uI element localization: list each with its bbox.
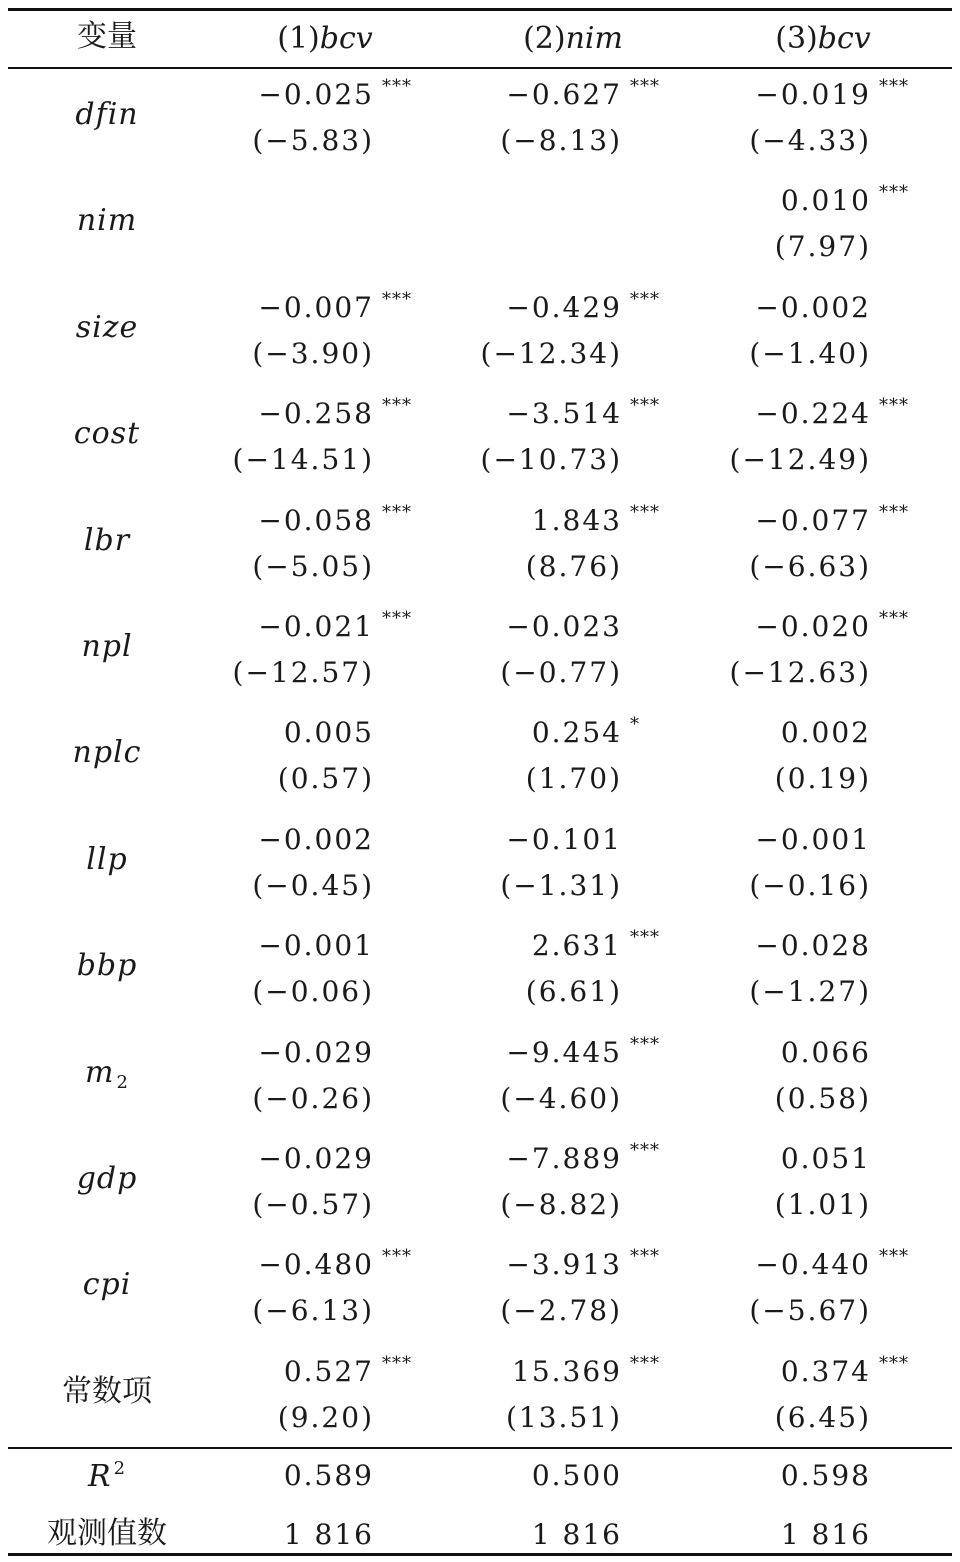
footer-value: 1 816 (780, 1518, 871, 1551)
coefficient: −0.028 (755, 929, 871, 963)
coefficient: 0.254 (531, 716, 622, 750)
row-label (82, 1267, 132, 1303)
row-label (76, 203, 138, 239)
coefficient: 0.010 (780, 184, 871, 218)
row-label-subscript: 2 (116, 1071, 129, 1093)
header-col-3-name: bcv (817, 21, 871, 56)
t-statistic: (−0.77) (500, 656, 622, 689)
footer-label-text: R (87, 1459, 112, 1494)
footer-value: 0.598 (780, 1459, 871, 1492)
row-label (75, 97, 139, 132)
coefficient: −0.023 (506, 610, 622, 643)
significance-stars: *** (382, 288, 412, 310)
t-statistic: (−6.13) (252, 1294, 374, 1328)
t-statistic: (−0.57) (252, 1188, 374, 1221)
significance-stars: *** (630, 927, 660, 949)
coefficient: −3.514 (506, 397, 622, 431)
row-label-text: npl (81, 629, 133, 664)
row-label (76, 948, 138, 984)
significance-stars: * (630, 714, 640, 736)
footer-value: 1 816 (531, 1518, 622, 1551)
row-label-text: nim (76, 203, 138, 239)
coefficient: 0.066 (780, 1035, 871, 1069)
coefficient: 0.005 (283, 716, 374, 750)
footer-value: 1 816 (283, 1518, 374, 1551)
coefficient: −0.029 (258, 1035, 374, 1069)
coefficient: −0.020 (755, 610, 871, 643)
coefficient: −9.445 (506, 1035, 622, 1069)
t-statistic: (1.01) (774, 1188, 871, 1221)
table-footer-rule (8, 1447, 952, 1449)
coefficient: −0.627 (506, 78, 622, 111)
significance-stars: *** (382, 1352, 412, 1374)
t-statistic: (8.76) (525, 549, 622, 583)
significance-stars: *** (879, 395, 909, 417)
t-statistic: (−1.31) (500, 868, 622, 902)
header-col-3-prefix: (3) (775, 21, 818, 56)
t-statistic: (−3.90) (252, 336, 374, 370)
t-statistic: (7.97) (774, 230, 871, 264)
header-col-1-prefix: (1) (277, 21, 320, 56)
row-label (72, 735, 142, 771)
coefficient: −0.440 (755, 1248, 871, 1282)
header-col-2-prefix: (2) (523, 21, 566, 56)
row-label (62, 1373, 152, 1409)
footer-label (47, 1516, 167, 1551)
coefficient: −0.258 (258, 397, 374, 431)
t-statistic: (−5.67) (749, 1294, 871, 1328)
coefficient: −3.913 (506, 1248, 622, 1282)
t-statistic: (−1.27) (749, 975, 871, 1009)
significance-stars: *** (382, 608, 412, 629)
row-label-text: size (75, 309, 139, 345)
header-col-2-name: nim (565, 21, 623, 56)
row-label (76, 1161, 138, 1196)
t-statistic: (−10.73) (480, 443, 622, 477)
coefficient: −0.077 (755, 503, 871, 537)
coefficient: −7.889 (506, 1142, 622, 1175)
significance-stars: *** (630, 1140, 660, 1161)
significance-stars: *** (382, 1246, 412, 1268)
coefficient: 0.527 (283, 1354, 374, 1388)
header-col-3 (775, 21, 871, 56)
row-label (86, 841, 128, 877)
row-label-text: gdp (76, 1161, 138, 1196)
t-statistic: (−2.78) (500, 1294, 622, 1328)
significance-stars: *** (630, 76, 660, 97)
coefficient: 15.369 (512, 1354, 622, 1388)
significance-stars: *** (630, 1246, 660, 1268)
row-label (85, 1054, 129, 1093)
header-col-1 (277, 21, 373, 56)
significance-stars: *** (382, 76, 412, 97)
t-statistic: (−12.49) (729, 443, 871, 477)
row-label-text: 常数项 (62, 1373, 152, 1409)
t-statistic: (0.57) (277, 762, 374, 796)
significance-stars: *** (879, 1352, 909, 1374)
coefficient: −0.025 (258, 78, 374, 111)
row-label-text: lbr (83, 522, 131, 558)
t-statistic: (−0.06) (252, 975, 374, 1009)
t-statistic: (−12.63) (729, 656, 871, 689)
coefficient: 0.002 (780, 716, 871, 750)
t-statistic: (0.58) (774, 1081, 871, 1115)
significance-stars: *** (879, 1246, 909, 1268)
t-statistic: (−12.34) (480, 336, 622, 370)
header-variable: 变量 (77, 19, 137, 54)
coefficient: −0.021 (258, 610, 374, 643)
significance-stars: *** (630, 1352, 660, 1374)
coefficient: −0.480 (258, 1248, 374, 1282)
footer-label-text: 观测值数 (47, 1516, 167, 1551)
t-statistic: (−1.40) (749, 336, 871, 370)
row-label (73, 416, 141, 452)
coefficient: −0.002 (755, 290, 871, 324)
t-statistic: (−8.13) (500, 124, 622, 157)
t-statistic: (−0.16) (749, 868, 871, 902)
row-label-text: m (85, 1054, 115, 1090)
significance-stars: *** (382, 501, 412, 523)
row-label (75, 309, 139, 345)
t-statistic: (9.20) (277, 1400, 374, 1434)
footer-label (88, 1460, 126, 1492)
coefficient: −0.101 (506, 822, 622, 856)
coefficient: −0.058 (258, 503, 374, 537)
t-statistic: (6.61) (525, 975, 622, 1009)
coefficient: −0.001 (755, 822, 871, 856)
row-label-text: cost (73, 416, 141, 452)
t-statistic: (−4.33) (749, 124, 871, 157)
footer-value: 0.589 (283, 1459, 374, 1492)
row-label (81, 629, 133, 664)
t-statistic: (−6.63) (749, 549, 871, 583)
footer-value: 0.500 (531, 1459, 622, 1492)
significance-stars: *** (879, 76, 909, 97)
table-top-rule (8, 8, 952, 11)
significance-stars: *** (630, 1033, 660, 1055)
significance-stars: *** (879, 608, 909, 629)
header-col-2 (523, 21, 623, 56)
row-label (83, 522, 131, 558)
coefficient: 0.374 (780, 1354, 871, 1388)
coefficient: 0.051 (780, 1142, 871, 1175)
t-statistic: (0.19) (774, 762, 871, 796)
row-label-text: llp (86, 841, 128, 877)
coefficient: 2.631 (531, 929, 622, 963)
row-label-text: dfin (75, 97, 139, 132)
header-col-1-name: bcv (319, 21, 373, 56)
footer-label-superscript: 2 (113, 1458, 127, 1479)
significance-stars: *** (382, 395, 412, 417)
t-statistic: (−0.45) (252, 868, 374, 902)
t-statistic: (−5.05) (252, 549, 374, 583)
table-header-rule (8, 67, 952, 69)
t-statistic: (−14.51) (232, 443, 374, 477)
significance-stars: *** (879, 501, 909, 523)
coefficient: −0.007 (258, 290, 374, 324)
significance-stars: *** (879, 182, 909, 204)
coefficient: −0.002 (258, 822, 374, 856)
coefficient: −0.019 (755, 78, 871, 111)
t-statistic: (−8.82) (500, 1188, 622, 1221)
coefficient: 1.843 (531, 503, 622, 537)
significance-stars: *** (630, 395, 660, 417)
t-statistic: (−4.60) (500, 1081, 622, 1115)
t-statistic: (−0.26) (252, 1081, 374, 1115)
row-label-text: nplc (72, 735, 142, 771)
row-label-text: bbp (76, 948, 138, 984)
significance-stars: *** (630, 501, 660, 523)
t-statistic: (1.70) (525, 762, 622, 796)
coefficient: −0.001 (258, 929, 374, 963)
significance-stars: *** (630, 288, 660, 310)
coefficient: −0.429 (506, 290, 622, 324)
t-statistic: (−5.83) (252, 124, 374, 157)
row-label-text: cpi (82, 1267, 132, 1303)
t-statistic: (6.45) (774, 1400, 871, 1434)
coefficient: −0.029 (258, 1142, 374, 1175)
t-statistic: (−12.57) (232, 656, 374, 689)
coefficient: −0.224 (755, 397, 871, 431)
t-statistic: (13.51) (505, 1400, 622, 1434)
table-bottom-rule (8, 1553, 952, 1556)
